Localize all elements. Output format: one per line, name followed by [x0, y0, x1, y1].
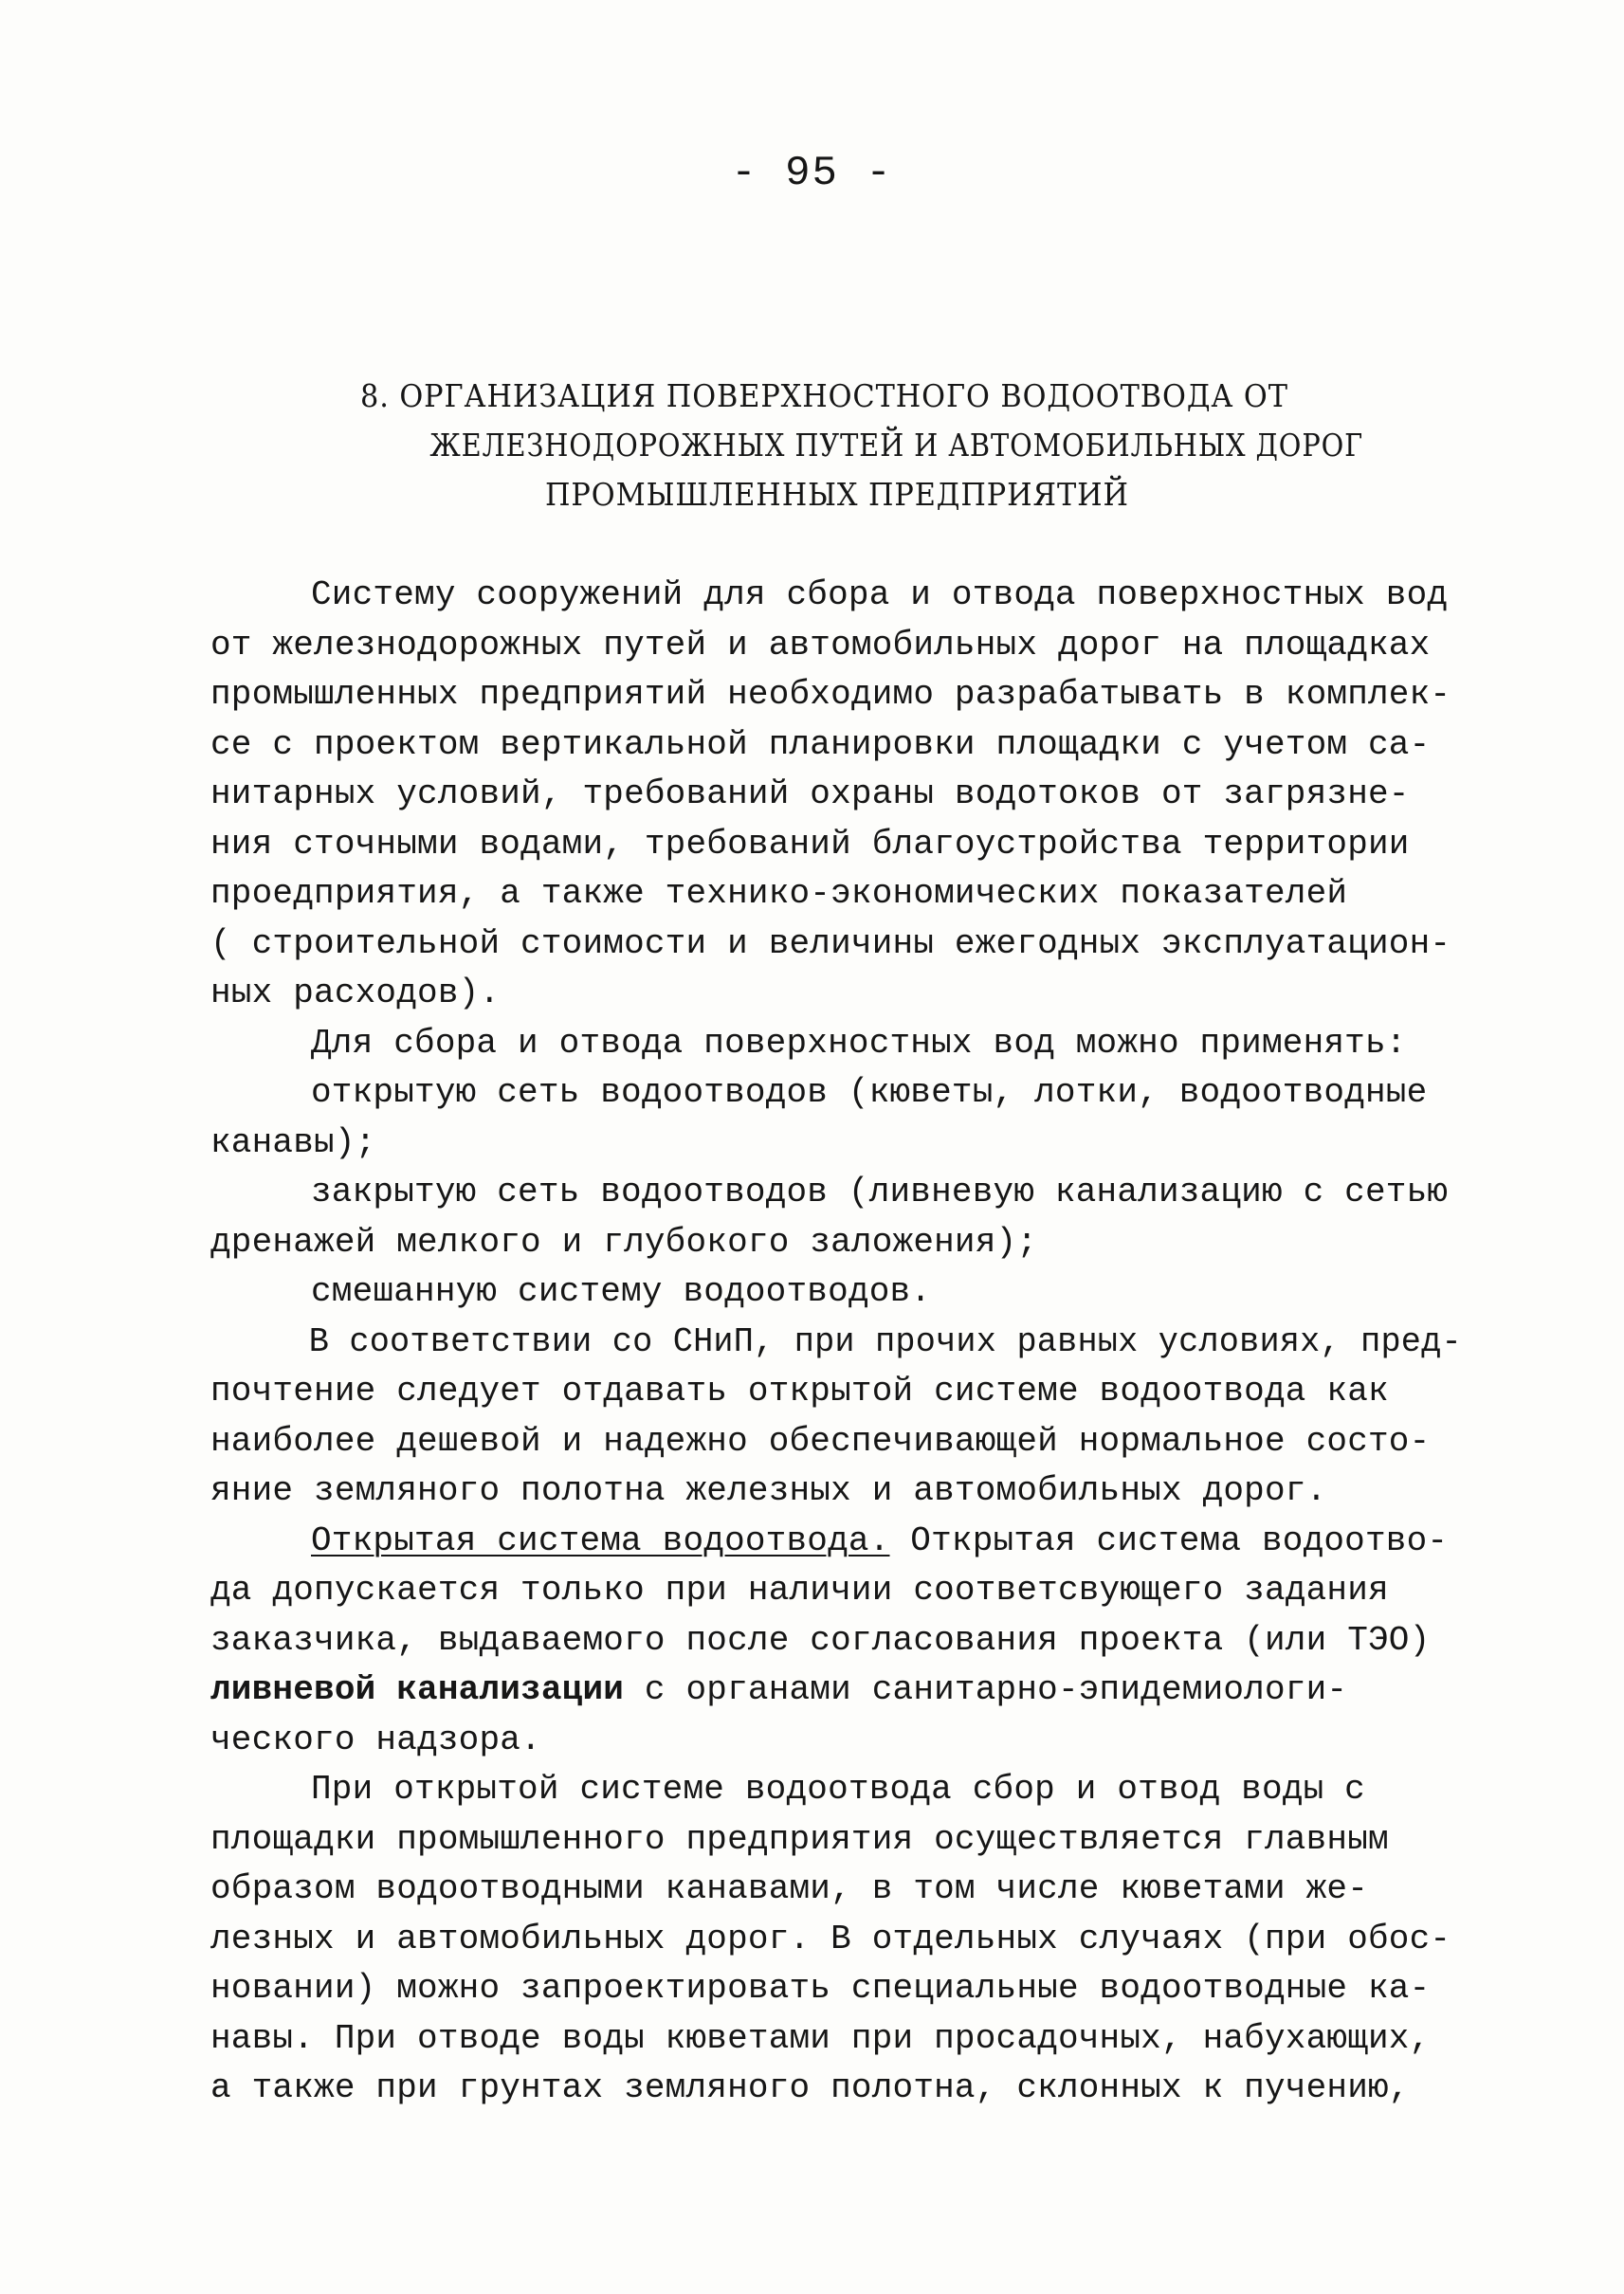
text-line: почтение следует отдавать открытой системе водоотвода как — [210, 1372, 1389, 1411]
section-heading — [360, 372, 1363, 519]
text-line: наиболее дешевой и надежно обеспечивающей нормальное состо- — [210, 1421, 1431, 1461]
text-line: лезных и автомобильных дорог. В отдельных случаях (при обос- — [210, 1919, 1451, 1958]
text-line: новании) можно запроектировать специальные водоотводные ка- — [210, 1969, 1431, 2008]
text-line: нитарных условий, требований охраны водотоков от загрязне- — [210, 774, 1410, 813]
text-line — [210, 1666, 1462, 1716]
text-line: промышленных предприятий необходимо разрабатывать в комплек- — [210, 675, 1451, 714]
text-line: ( строительной стоимости и величины ежегодных эксплуатацион- — [210, 923, 1451, 963]
text-line: яние земляного полотна железных и автомобильных дорог. — [210, 1471, 1327, 1510]
text-line: заказчика, выдаваемого после согласования проекта (или ТЭО) — [210, 1620, 1431, 1660]
text-line: ных расходов). — [210, 974, 501, 1012]
section-heading-line: 8. ОРГАНИЗАЦИЯ ПОВЕРХНОСТНОГО ВОДООТВОДА ОТ — [360, 377, 1288, 414]
text-fragment: Открытая система водоотво- — [889, 1520, 1449, 1560]
text-line: закрытую сеть водоотводов (ливневую канализацию с сетью — [311, 1173, 1449, 1211]
text-line: Для сбора и отвода поверхностных вод можно применять: — [311, 1023, 1407, 1063]
bold-term: ливневой канализации — [210, 1670, 625, 1709]
text-line: се с проектом вертикальной планировки площадки с учетом са- — [210, 724, 1431, 764]
page-number-value: 95 — [785, 150, 839, 197]
text-line: от железнодорожных путей и автомобильных дорог на площадках — [210, 625, 1431, 665]
text-line: дренажей мелкого и глубокого заложения); — [210, 1222, 1038, 1262]
text-line: образом водоотводными канавами, в том числе кюветами же- — [210, 1869, 1368, 1908]
text-line: ния сточными водами, требований благоустройства территории — [210, 824, 1410, 864]
section-heading-line: ПРОМЫШЛЕННЫХ ПРЕДПРИЯТИЙ — [545, 476, 1129, 513]
text-line: площадки промышленного предприятия осуществляется главным — [210, 1819, 1389, 1859]
text-line: открытую сеть водоотводов (кюветы, лотки, водоотводные — [311, 1073, 1428, 1112]
text-line: навы. При отводе воды кюветами при просадочных, набухающих, — [210, 2018, 1431, 2058]
text-line: а также при грунтах земляного полотна, склонных к пучению, — [210, 2068, 1410, 2107]
section-heading-line: ЖЕЛЕЗНОДОРОЖНЫХ ПУТЕЙ И АВТОМОБИЛЬНЫХ ДОРОГ — [429, 427, 1364, 464]
text-line — [210, 1517, 1462, 1567]
body-text — [210, 571, 1462, 2114]
text-line: канавы); — [210, 1122, 376, 1162]
page-number-dash-left: - — [731, 150, 758, 197]
text-line: проедприятия, а также технико-экономических показателей — [210, 874, 1348, 913]
text-line: При открытой системе водоотвода сбор и отвод воды с — [311, 1770, 1365, 1809]
page-number — [0, 150, 1624, 197]
subsection-title-underlined: Открытая система водоотвода. — [311, 1520, 890, 1560]
text-fragment: с органами санитарно-эпидемиологи- — [624, 1670, 1348, 1709]
text-line: В соответствии со СНиП, при прочих равных условиях, пред- — [308, 1321, 1462, 1361]
text-line: да допускается только при наличии соответсвующего задания — [210, 1571, 1389, 1610]
page-number-dash-right: - — [866, 150, 893, 197]
text-line: Систему сооружений для сбора и отвода поверхностных вод — [311, 575, 1449, 614]
text-line: ческого надзора. — [210, 1720, 541, 1759]
text-line: смешанную систему водоотводов. — [311, 1272, 932, 1311]
